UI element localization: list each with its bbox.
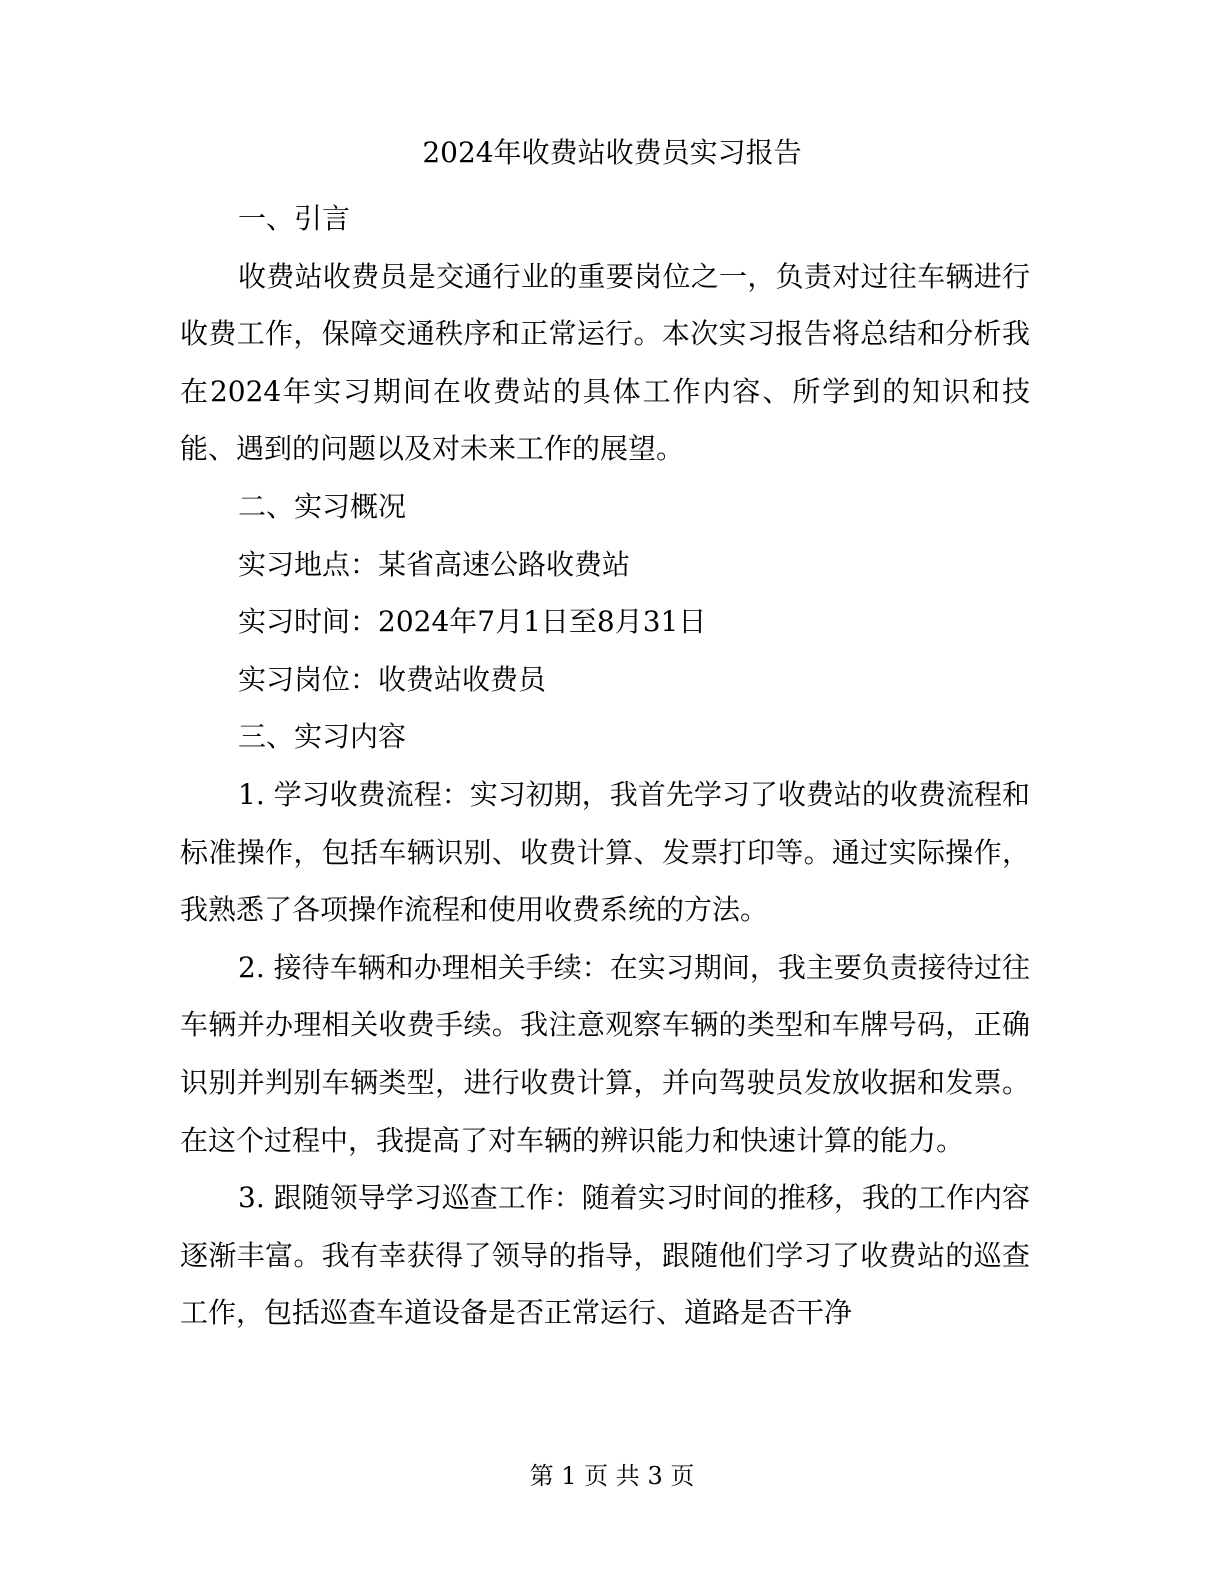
internship-position: 实习岗位：收费站收费员 [238,662,547,696]
document-body [180,190,1030,1342]
page-footer: 第 1 页 共 3 页 [529,1462,695,1490]
section-heading-overview: 二、实习概况 [238,489,407,523]
section-heading-content: 三、实习内容 [238,720,407,754]
document-title: 2024年收费站收费员实习报告 [422,136,802,169]
content-item-3: 3. 跟随领导学习巡查工作：随着实习时间的推移，我的工作内容逐渐丰富。我有幸获得了领导的指导，跟随他们学习了收费站的巡查工作，包括巡查车道设备是否正常运行、道路是否干净 [180,1181,1030,1330]
content-item-2: 2. 接待车辆和办理相关手续：在实习期间，我主要负责接待过往车辆并办理相关收费手续。我注意观察车辆的类型和车牌号码，正确识别并判别车辆类型，进行收费计算，并向驾驶员发放收据和发票。在这个过程中，我提高了对车辆的辨识能力和快速计算的能力。 [180,950,1030,1157]
content-item-1: 1. 学习收费流程：实习初期，我首先学习了收费站的收费流程和标准操作，包括车辆识别、收费计算、发票打印等。通过实际操作，我熟悉了各项操作流程和使用收费系统的方法。 [180,777,1030,927]
section-heading-intro: 一、引言 [238,202,351,235]
internship-location: 实习地点：某省高速公路收费站 [238,547,631,581]
internship-time: 实习时间：2024年7月1日至8月31日 [238,605,707,639]
intro-paragraph: 收费站收费员是交通行业的重要岗位之一，负责对过往车辆进行收费工作，保障交通秩序和正常运行。本次实习报告将总结和分析我在2024年实习期间在收费站的具体工作内容、所学到的知识和技能、遇到的问题以及对未来工作的展望。 [180,259,1030,466]
